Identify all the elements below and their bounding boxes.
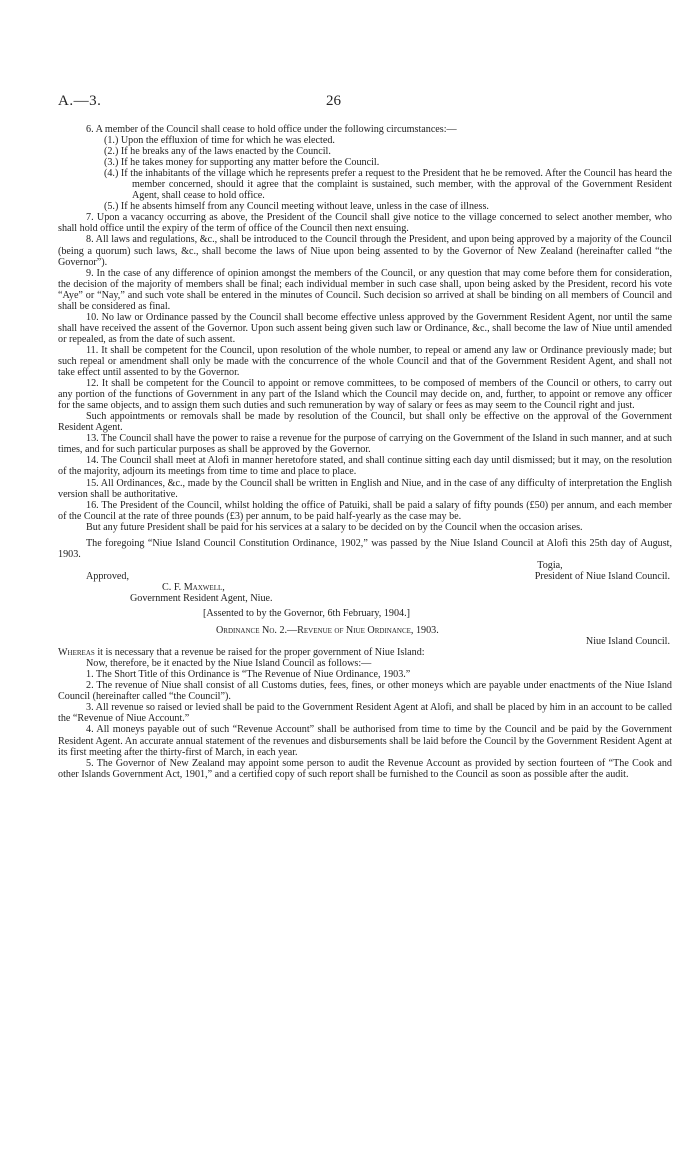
section-8: 8. All laws and regulations, &c., shall be introduced to the Council through the President, and upon being approved by a majority of the Council (being a quorum) such laws, &c., shall become the laws of Niue upon being assented to by the Governor of New Zealand (hereinafter called “the Governor”).	[58, 234, 672, 268]
section-16-continued: But any future President shall be paid for his services at a salary to be decided on by the Council when the occasion arises.	[86, 521, 583, 533]
signature-approved-row	[58, 571, 672, 582]
section-9: 9. In the case of any difference of opinion amongst the members of the Council, or any question that may come before them for consideration, the decision of the majority of members shall be final; each individual member in such case shall, upon being asked by the President, record his vote “Aye” or “Nay,” and such vote shall be entered in the minutes of Council. Such decision so arrived at shall be binding on all members of Council and shall be considered as final.	[58, 267, 672, 312]
ordinance-2-clause-4: 4. All moneys payable out of such “Revenue Account” shall be authorised from time to time by the Council and be paid by the Government Resident Agent. An accurate annual statement of the revenues and disbursements shall be laid before the Council by the Government Resident Agent at its first meeting after the thirty-first of March, in each year.	[58, 724, 672, 758]
section-13: 13. The Council shall have the power to raise a revenue for the purpose of carrying on the Government of the Island in such manner, and at such times, and for such particular purposes as shall be approved by the Governor.	[58, 433, 672, 456]
page-number: 26	[326, 93, 341, 109]
section-15: 15. All Ordinances, &c., made by the Council shall be written in English and Niue, and in the case of any difficulty of interpretation the English version shall be authoritative.	[58, 477, 672, 500]
section-11: 11. It shall be competent for the Council, upon resolution of the whole number, to repeal or amend any law or Ordinance previously made; but such repeal or amendment shall only be made with the concurrence of the whole Council and that of the Government Resident Agent, and shall not take effect until assented to by the Governor.	[58, 344, 672, 379]
section-14: 14. The Council shall meet at Alofi in manner heretofore stated, and shall continue sitting each day until dismissed; but it may, on the resolution of the majority, adjourn its meetings from time to time and place to place.	[58, 455, 672, 478]
passage-statement: The foregoing “Niue Island Council Constitution Ordinance, 1902,” was passed by the Niue Island Council at Alofi this 25th day of August, 1903.	[58, 537, 672, 560]
section-16: 16. The President of the Council, whilst holding the office of Patuiki, shall be paid a salary of fifty pounds (£50) per annum, and each member of the Council at the rate of three pounds (£3) per annum, to be paid half-yearly as the case may be.	[58, 499, 672, 522]
ordinance-2-clause-2: 2. The revenue of Niue shall consist of all Customs duties, fees, fines, or other moneys which are payable under enactments of the Niue Island Council (hereinafter called “the Council”).	[58, 680, 672, 703]
ordinance-2-title: Ordinance No. 2.—Revenue of Niue Ordinance, 1903.	[216, 625, 439, 637]
section-6-item: (4.) If the inhabitants of the village which he represents prefer a request to the President that he be removed. After the Council has heard the member concerned, should it agree that the complaint is sustained, such member, with the approval of the Government Resident Agent, shall cease to hold office.	[104, 168, 672, 202]
section-7: 7. Upon a vacancy occurring as above, the President of the Council shall give notice to the village concerned to select another member, who shall hold office until the expiry of the term of office of the Council then next ensuing.	[58, 212, 672, 235]
maxwell-title: Government Resident Agent, Niue.	[130, 592, 273, 604]
whereas-text: it is necessary that a revenue be raised for the proper government of Niue Island:	[94, 647, 425, 659]
enacting-clause: Now, therefore, be it enacted by the Niue Island Council as follows:—	[86, 658, 372, 670]
section-6-item: (2.) If he breaks any of the laws enacted by the Council.	[104, 146, 331, 158]
section-6-item: (3.) If he takes money for supporting any matter before the Council.	[104, 157, 380, 169]
body-text	[58, 124, 672, 780]
whereas-clause	[58, 647, 672, 658]
section-6-item: (5.) If he absents himself from any Council meeting without leave, unless in the case of illness.	[104, 201, 489, 213]
section-6-item: (1.) Upon the effluxion of time for which he was elected.	[104, 135, 335, 147]
ordinance-2-issuer: Niue Island Council.	[585, 636, 670, 648]
section-10: 10. No law or Ordinance passed by the Council shall become effective unless approved by the Government Resident Agent, nor until the same shall have received the assent of the Governor. Upon such assent being given such law or Ordinance, &c., shall become the law of Niue until amended or repealed, as from the date of such assent.	[58, 311, 672, 345]
president-title: President of Niue Island Council.	[534, 570, 670, 582]
assent-note: [Assented to by the Governor, 6th February, 1904.]	[203, 608, 411, 620]
ordinance-2-clause-5: 5. The Governor of New Zealand may appoint some person to audit the Revenue Account as provided by section fourteen of “The Cook and other Islands Government Act, 1901,” and a certified copy of such report shall be furnished to the Council as soon as possible after the audit.	[58, 757, 672, 780]
section-12-continued: Such appointments or removals shall be made by resolution of the Council, but shall only be effective on the approval of the Government Resident Agent.	[58, 411, 672, 434]
ordinance-2-clause-3: 3. All revenue so raised or levied shall be paid to the Government Resident Agent at Alofi, and shall be placed by him in an account to be called the “Revenue of Niue Account.”	[58, 702, 672, 725]
approved-label: Approved,	[86, 570, 130, 582]
signature-maxwell: C. F. Maxwell,	[162, 581, 225, 593]
signature-togia-row	[58, 560, 672, 571]
ordinance-2-clause-1: 1. The Short Title of this Ordinance is “The Revenue of Niue Ordinance, 1903.”	[86, 669, 411, 681]
section-6-intro: 6. A member of the Council shall cease to hold office under the following circumstances:—	[86, 124, 457, 135]
section-12: 12. It shall be competent for the Council to appoint or remove committees, to be composed of members of the Council or others, to carry out any portion of the functions of Government in any part of the Island which the Council may decide on, and, further, to appoint or remove any officer for the same objects, and to assign them such duties and such remuneration by way of salary or fees as may seem to the Council right and just.	[58, 378, 672, 412]
whereas-word: Whereas	[58, 647, 95, 659]
parliamentary-paper-ref: A.—3.	[58, 93, 102, 109]
signature-togia: Togia,	[537, 559, 563, 571]
